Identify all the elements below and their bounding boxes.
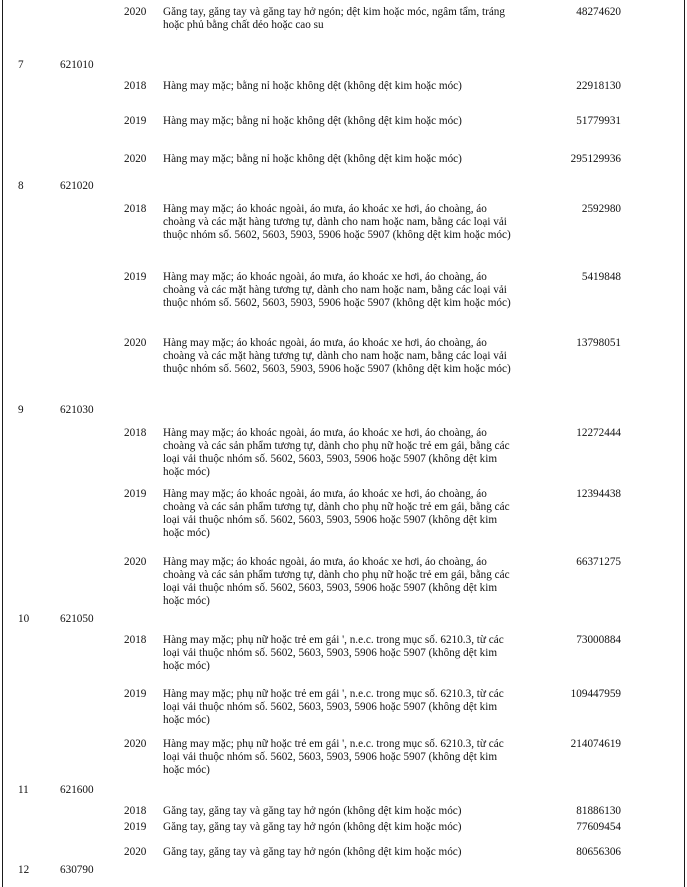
year-cell: 2020: [124, 556, 147, 568]
description-cell: [163, 153, 553, 166]
description-line: hoặc móc): [163, 466, 210, 478]
group-index: 11: [18, 784, 29, 796]
description-line: hoặc móc): [163, 660, 210, 672]
description-line: Hàng may mặc; phụ nữ hoặc trẻ em gái ', n.e.c. trong mục số. 6210.3, từ các: [163, 738, 504, 750]
description-cell: [163, 427, 553, 479]
year-cell: 2019: [124, 688, 147, 700]
value-cell: 22918130: [576, 80, 621, 92]
description-line: hoặc móc): [163, 764, 210, 776]
year-cell: 2019: [124, 115, 147, 127]
description-line: Hàng may mặc; bằng nỉ hoặc không dệt (không dệt kim hoặc móc): [163, 115, 462, 127]
group-index: 7: [18, 59, 24, 71]
description-line: loại vải thuộc nhóm số. 5602, 5603, 5903, 5906 hoặc 5907 (không dệt kim: [163, 514, 498, 526]
description-line: Hàng may mặc; phụ nữ hoặc trẻ em gái ', n.e.c. trong mục số. 6210.3, từ các: [163, 634, 504, 646]
year-cell: 2019: [124, 821, 147, 833]
hs-code: 621020: [60, 180, 94, 192]
value-cell: 77609454: [576, 821, 621, 833]
description-cell: [163, 634, 553, 673]
description-line: Hàng may mặc; phụ nữ hoặc trẻ em gái ', n.e.c. trong mục số. 6210.3, từ các: [163, 688, 504, 700]
description-line: Hàng may mặc; áo khoác ngoài, áo mưa, áo khoác xe hơi, áo choàng, áo: [163, 271, 487, 283]
description-line: Hàng may mặc; áo khoác ngoài, áo mưa, áo khoác xe hơi, áo choàng, áo: [163, 427, 487, 439]
value-cell: 214074619: [570, 738, 621, 750]
right-border-line: [684, 0, 685, 887]
description-cell: [163, 488, 553, 540]
hs-code: 621600: [60, 784, 94, 796]
description-line: Hàng may mặc; áo khoác ngoài, áo mưa, áo khoác xe hơi, áo choàng, áo: [163, 337, 487, 349]
year-cell: 2020: [124, 153, 147, 165]
description-line: loại vải thuộc nhóm số. 5602, 5603, 5903, 5906 hoặc 5907 (không dệt kim: [163, 647, 498, 659]
year-cell: 2020: [124, 846, 147, 858]
value-cell: 5419848: [581, 271, 621, 283]
value-cell: 81886130: [576, 805, 621, 817]
year-cell: 2020: [124, 6, 147, 18]
description-cell: [163, 271, 553, 310]
description-line: loại vải thuộc nhóm số. 5602, 5603, 5903, 5906 hoặc 5907 (không dệt kim: [163, 751, 498, 763]
description-cell: [163, 6, 553, 32]
year-cell: 2020: [124, 738, 147, 750]
description-line: choàng và các mặt hàng tương tự, dành cho nam hoặc nam, bằng các loại vải: [163, 284, 507, 296]
description-line: Hàng may mặc; áo khoác ngoài, áo mưa, áo khoác xe hơi, áo choàng, áo: [163, 556, 487, 568]
description-line: thuộc nhóm số. 5602, 5603, 5903, 5906 hoặc 5907 (không dệt kim hoặc móc): [163, 363, 511, 375]
description-line: choàng và các sản phẩm tương tự, dành cho phụ nữ hoặc trẻ em gái, bằng các: [163, 501, 510, 513]
description-cell: [163, 805, 553, 818]
hs-code: 630790: [60, 864, 94, 876]
description-line: loại vải thuộc nhóm số. 5602, 5603, 5903, 5906 hoặc 5907 (không dệt kim: [163, 582, 498, 594]
description-line: choàng và các sản phẩm tương tự, dành cho phụ nữ hoặc trẻ em gái, bằng các: [163, 440, 510, 452]
value-cell: 109447959: [570, 688, 621, 700]
hs-code: 621030: [60, 404, 94, 416]
value-cell: 51779931: [576, 115, 621, 127]
year-cell: 2018: [124, 805, 147, 817]
value-cell: 80656306: [576, 846, 621, 858]
description-cell: [163, 115, 553, 128]
description-line: loại vải thuộc nhóm số. 5602, 5603, 5903, 5906 hoặc 5907 (không dệt kim: [163, 701, 498, 713]
description-cell: [163, 738, 553, 777]
description-line: choàng và các mặt hàng tương tự, dành cho nam hoặc nam, bằng các loại vải: [163, 216, 507, 228]
value-cell: 48274620: [576, 6, 621, 18]
year-cell: 2019: [124, 488, 147, 500]
value-cell: 66371275: [576, 556, 621, 568]
year-cell: 2019: [124, 271, 147, 283]
description-line: choàng và các sản phẩm tương tự, dành cho phụ nữ hoặc trẻ em gái, bằng các: [163, 569, 510, 581]
description-line: hoặc móc): [163, 714, 210, 726]
description-line: Găng tay, găng tay và găng tay hở ngón; dệt kim hoặc móc, ngâm tẩm, tráng: [163, 6, 505, 18]
group-index: 10: [18, 613, 30, 625]
group-index: 12: [18, 864, 30, 876]
description-line: Găng tay, găng tay và găng tay hở ngón (không dệt kim hoặc móc): [163, 821, 462, 833]
year-cell: 2018: [124, 80, 147, 92]
description-line: hoặc móc): [163, 595, 210, 607]
description-line: Găng tay, găng tay và găng tay hở ngón (không dệt kim hoặc móc): [163, 846, 462, 858]
description-line: thuộc nhóm số. 5602, 5603, 5903, 5906 hoặc 5907 (không dệt kim hoặc móc): [163, 297, 511, 309]
description-line: loại vải thuộc nhóm số. 5602, 5603, 5903, 5906 hoặc 5907 (không dệt kim: [163, 453, 498, 465]
value-cell: 12394438: [576, 488, 621, 500]
description-cell: [163, 80, 553, 93]
description-cell: [163, 337, 553, 376]
value-cell: 73000884: [576, 634, 621, 646]
value-cell: 295129936: [570, 153, 621, 165]
year-cell: 2020: [124, 337, 147, 349]
year-cell: 2018: [124, 427, 147, 439]
left-border-line: [2, 0, 3, 887]
description-cell: [163, 688, 553, 727]
group-index: 9: [18, 404, 24, 416]
group-index: 8: [18, 180, 24, 192]
description-line: thuộc nhóm số. 5602, 5603, 5903, 5906 hoặc 5907 (không dệt kim hoặc móc): [163, 229, 511, 241]
description-line: Hàng may mặc; bằng nỉ hoặc không dệt (không dệt kim hoặc móc): [163, 153, 462, 165]
year-cell: 2018: [124, 634, 147, 646]
description-cell: [163, 821, 553, 834]
description-line: hoặc phủ bằng chất dẻo hoặc cao su: [163, 19, 324, 31]
value-cell: 12272444: [576, 427, 621, 439]
hs-code: 621010: [60, 59, 94, 71]
description-line: hoặc móc): [163, 527, 210, 539]
description-cell: [163, 556, 553, 608]
description-line: Hàng may mặc; áo khoác ngoài, áo mưa, áo khoác xe hơi, áo choàng, áo: [163, 203, 487, 215]
description-line: Hàng may mặc; áo khoác ngoài, áo mưa, áo khoác xe hơi, áo choàng, áo: [163, 488, 487, 500]
value-cell: 2592980: [581, 203, 621, 215]
description-line: Găng tay, găng tay và găng tay hở ngón (không dệt kim hoặc móc): [163, 805, 462, 817]
description-cell: [163, 846, 553, 859]
description-line: choàng và các mặt hàng tương tự, dành cho nam hoặc nam, bằng các loại vải: [163, 350, 507, 362]
value-cell: 13798051: [576, 337, 621, 349]
description-line: Hàng may mặc; bằng nỉ hoặc không dệt (không dệt kim hoặc móc): [163, 80, 462, 92]
hs-code: 621050: [60, 613, 94, 625]
description-cell: [163, 203, 553, 242]
year-cell: 2018: [124, 203, 147, 215]
